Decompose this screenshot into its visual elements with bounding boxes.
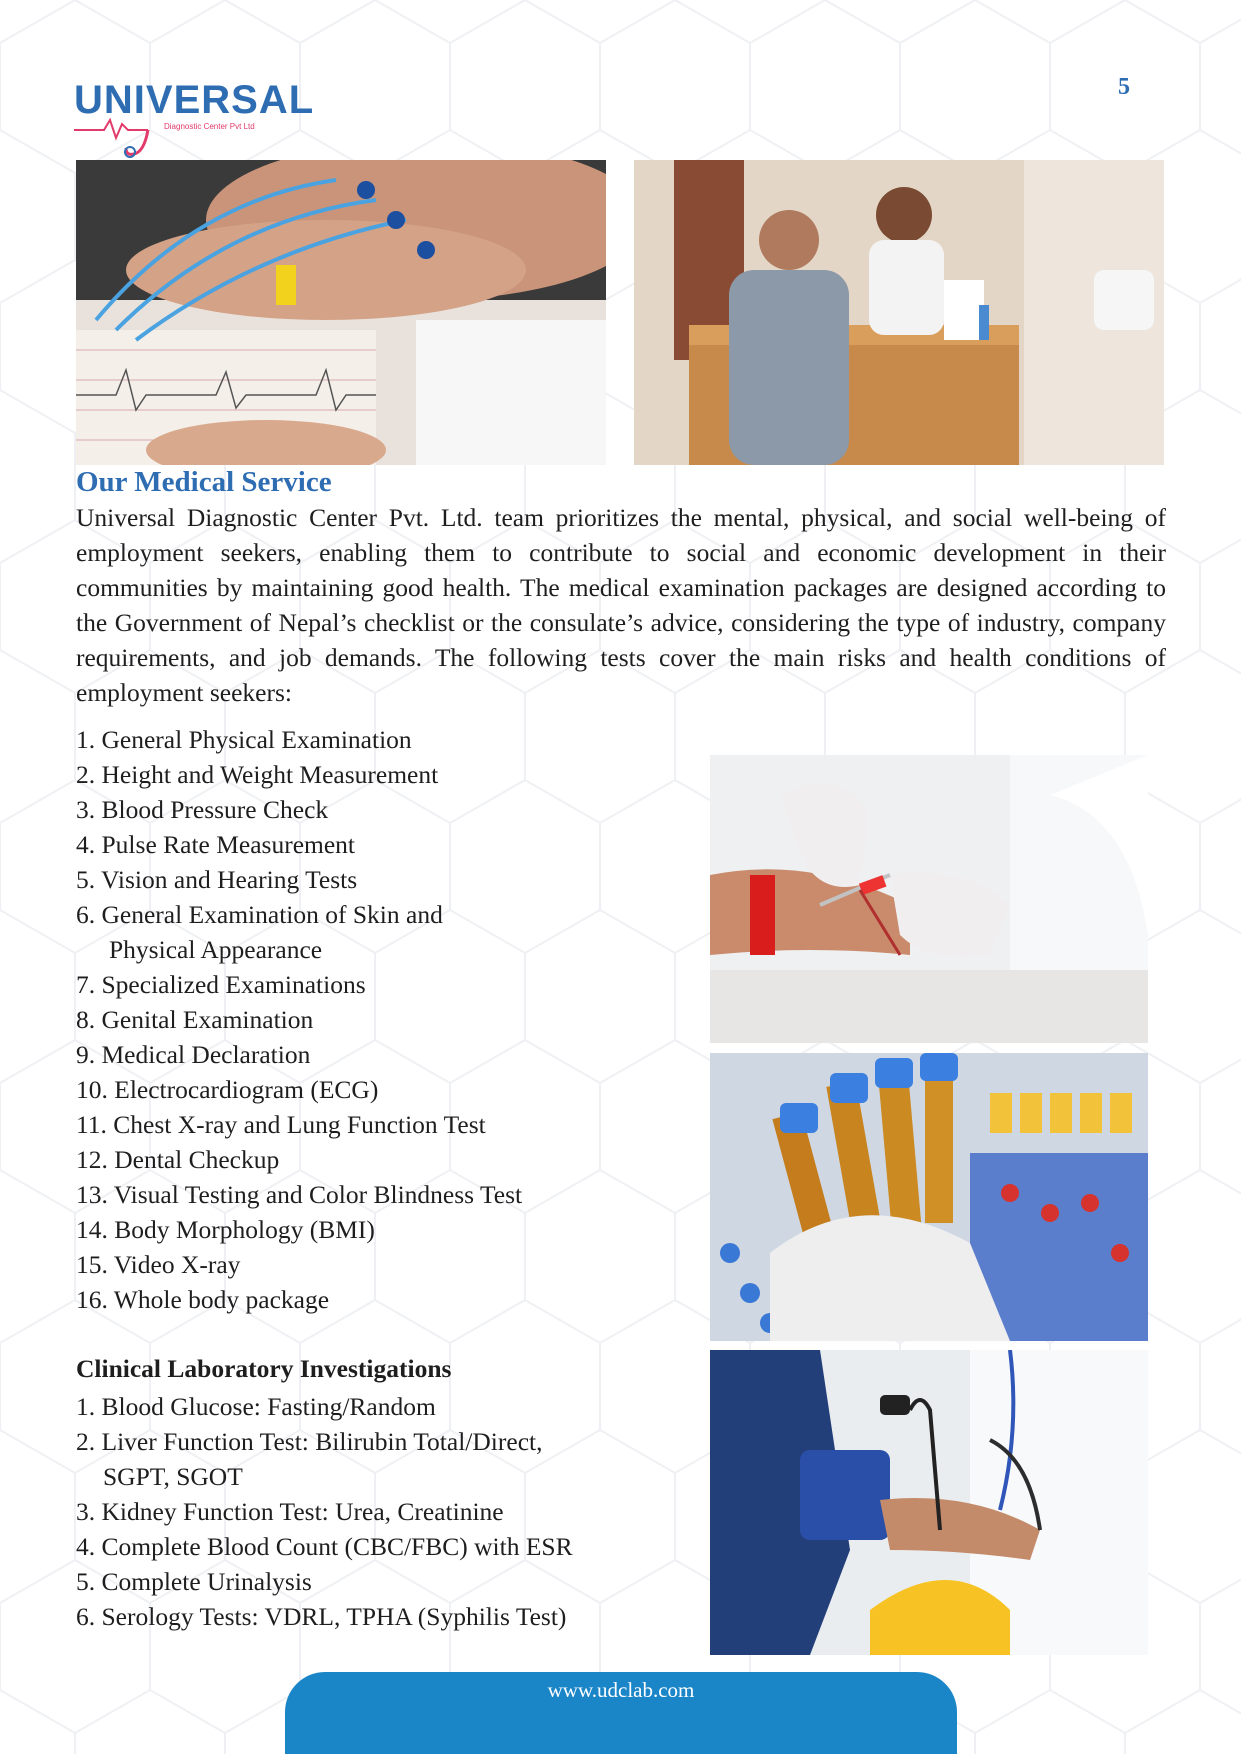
intro-paragraph: Universal Diagnostic Center Pvt. Ltd. team prioritizes the mental, physical, and social well-being of employment seekers, enabling them to contribute to social and economic development in their communities by maintaining good health. The medical examination packages are designed according to the Government of Nepal’s checklist or the consulate’s advice, considering the type of industry, company requirements, and job demands. The following tests cover the main risks and health conditions of employment seekers: [76, 503, 1166, 707]
company-logo [74, 72, 315, 162]
lab-section-title: Clinical Laboratory Investigations [76, 1354, 452, 1383]
logo-wordmark: UNIVERSAL [74, 78, 315, 122]
list-item: 4. Complete Blood Count (CBC/FBC) with ESR [76, 1532, 573, 1561]
list-item: 3. Blood Pressure Check [76, 795, 329, 824]
lab-list [76, 1389, 696, 1634]
page-number: 5 [1118, 74, 1130, 100]
list-item: 3. Kidney Function Test: Urea, Creatinine [76, 1497, 504, 1526]
list-item: 6. Serology Tests: VDRL, TPHA (Syphilis Test) [76, 1602, 567, 1631]
list-item: 2. Height and Weight Measurement [76, 760, 439, 789]
blood-sample-tubes-photo [710, 1053, 1148, 1341]
list-item-continuation: SGPT, SGOT [103, 1462, 243, 1491]
list-item: 14. Body Morphology (BMI) [76, 1215, 375, 1244]
list-item-text: 2. Liver Function Test: Bilirubin Total/Direct, [76, 1427, 543, 1456]
list-item: 4. Pulse Rate Measurement [76, 830, 356, 859]
list-item-continuation: Physical Appearance [109, 935, 323, 964]
list-item: 1. Blood Glucose: Fasting/Random [76, 1392, 436, 1421]
exam-list [76, 722, 676, 1317]
list-item: 10. Electrocardiogram (ECG) [76, 1075, 379, 1104]
list-item: 5. Vision and Hearing Tests [76, 865, 358, 894]
list-item: 7. Specialized Examinations [76, 970, 366, 999]
list-item: 12. Dental Checkup [76, 1145, 280, 1174]
list-item: 11. Chest X-ray and Lung Function Test [76, 1110, 486, 1139]
list-item: 5. Complete Urinalysis [76, 1567, 312, 1596]
section-title: Our Medical Service [76, 466, 332, 498]
ecg-test-photo [76, 160, 606, 465]
heartbeat-stethoscope-icon [74, 72, 294, 162]
logo-subtext: Diagnostic Center Pvt Ltd [164, 122, 255, 131]
blood-draw-photo [710, 755, 1148, 1043]
doctor-consultation-photo [634, 160, 1164, 465]
list-item [76, 1424, 696, 1494]
list-item-text: 6. General Examination of Skin and [76, 900, 443, 929]
list-item: 15. Video X-ray [76, 1250, 241, 1279]
list-item: 8. Genital Examination [76, 1005, 314, 1034]
list-item: 16. Whole body package [76, 1285, 330, 1314]
list-item: 1. General Physical Examination [76, 725, 412, 754]
list-item [76, 897, 676, 967]
blood-pressure-photo [710, 1350, 1148, 1655]
website-link[interactable]: www.udclab.com [547, 1678, 695, 1702]
list-item: 13. Visual Testing and Color Blindness Test [76, 1180, 523, 1209]
list-item: 9. Medical Declaration [76, 1040, 311, 1069]
